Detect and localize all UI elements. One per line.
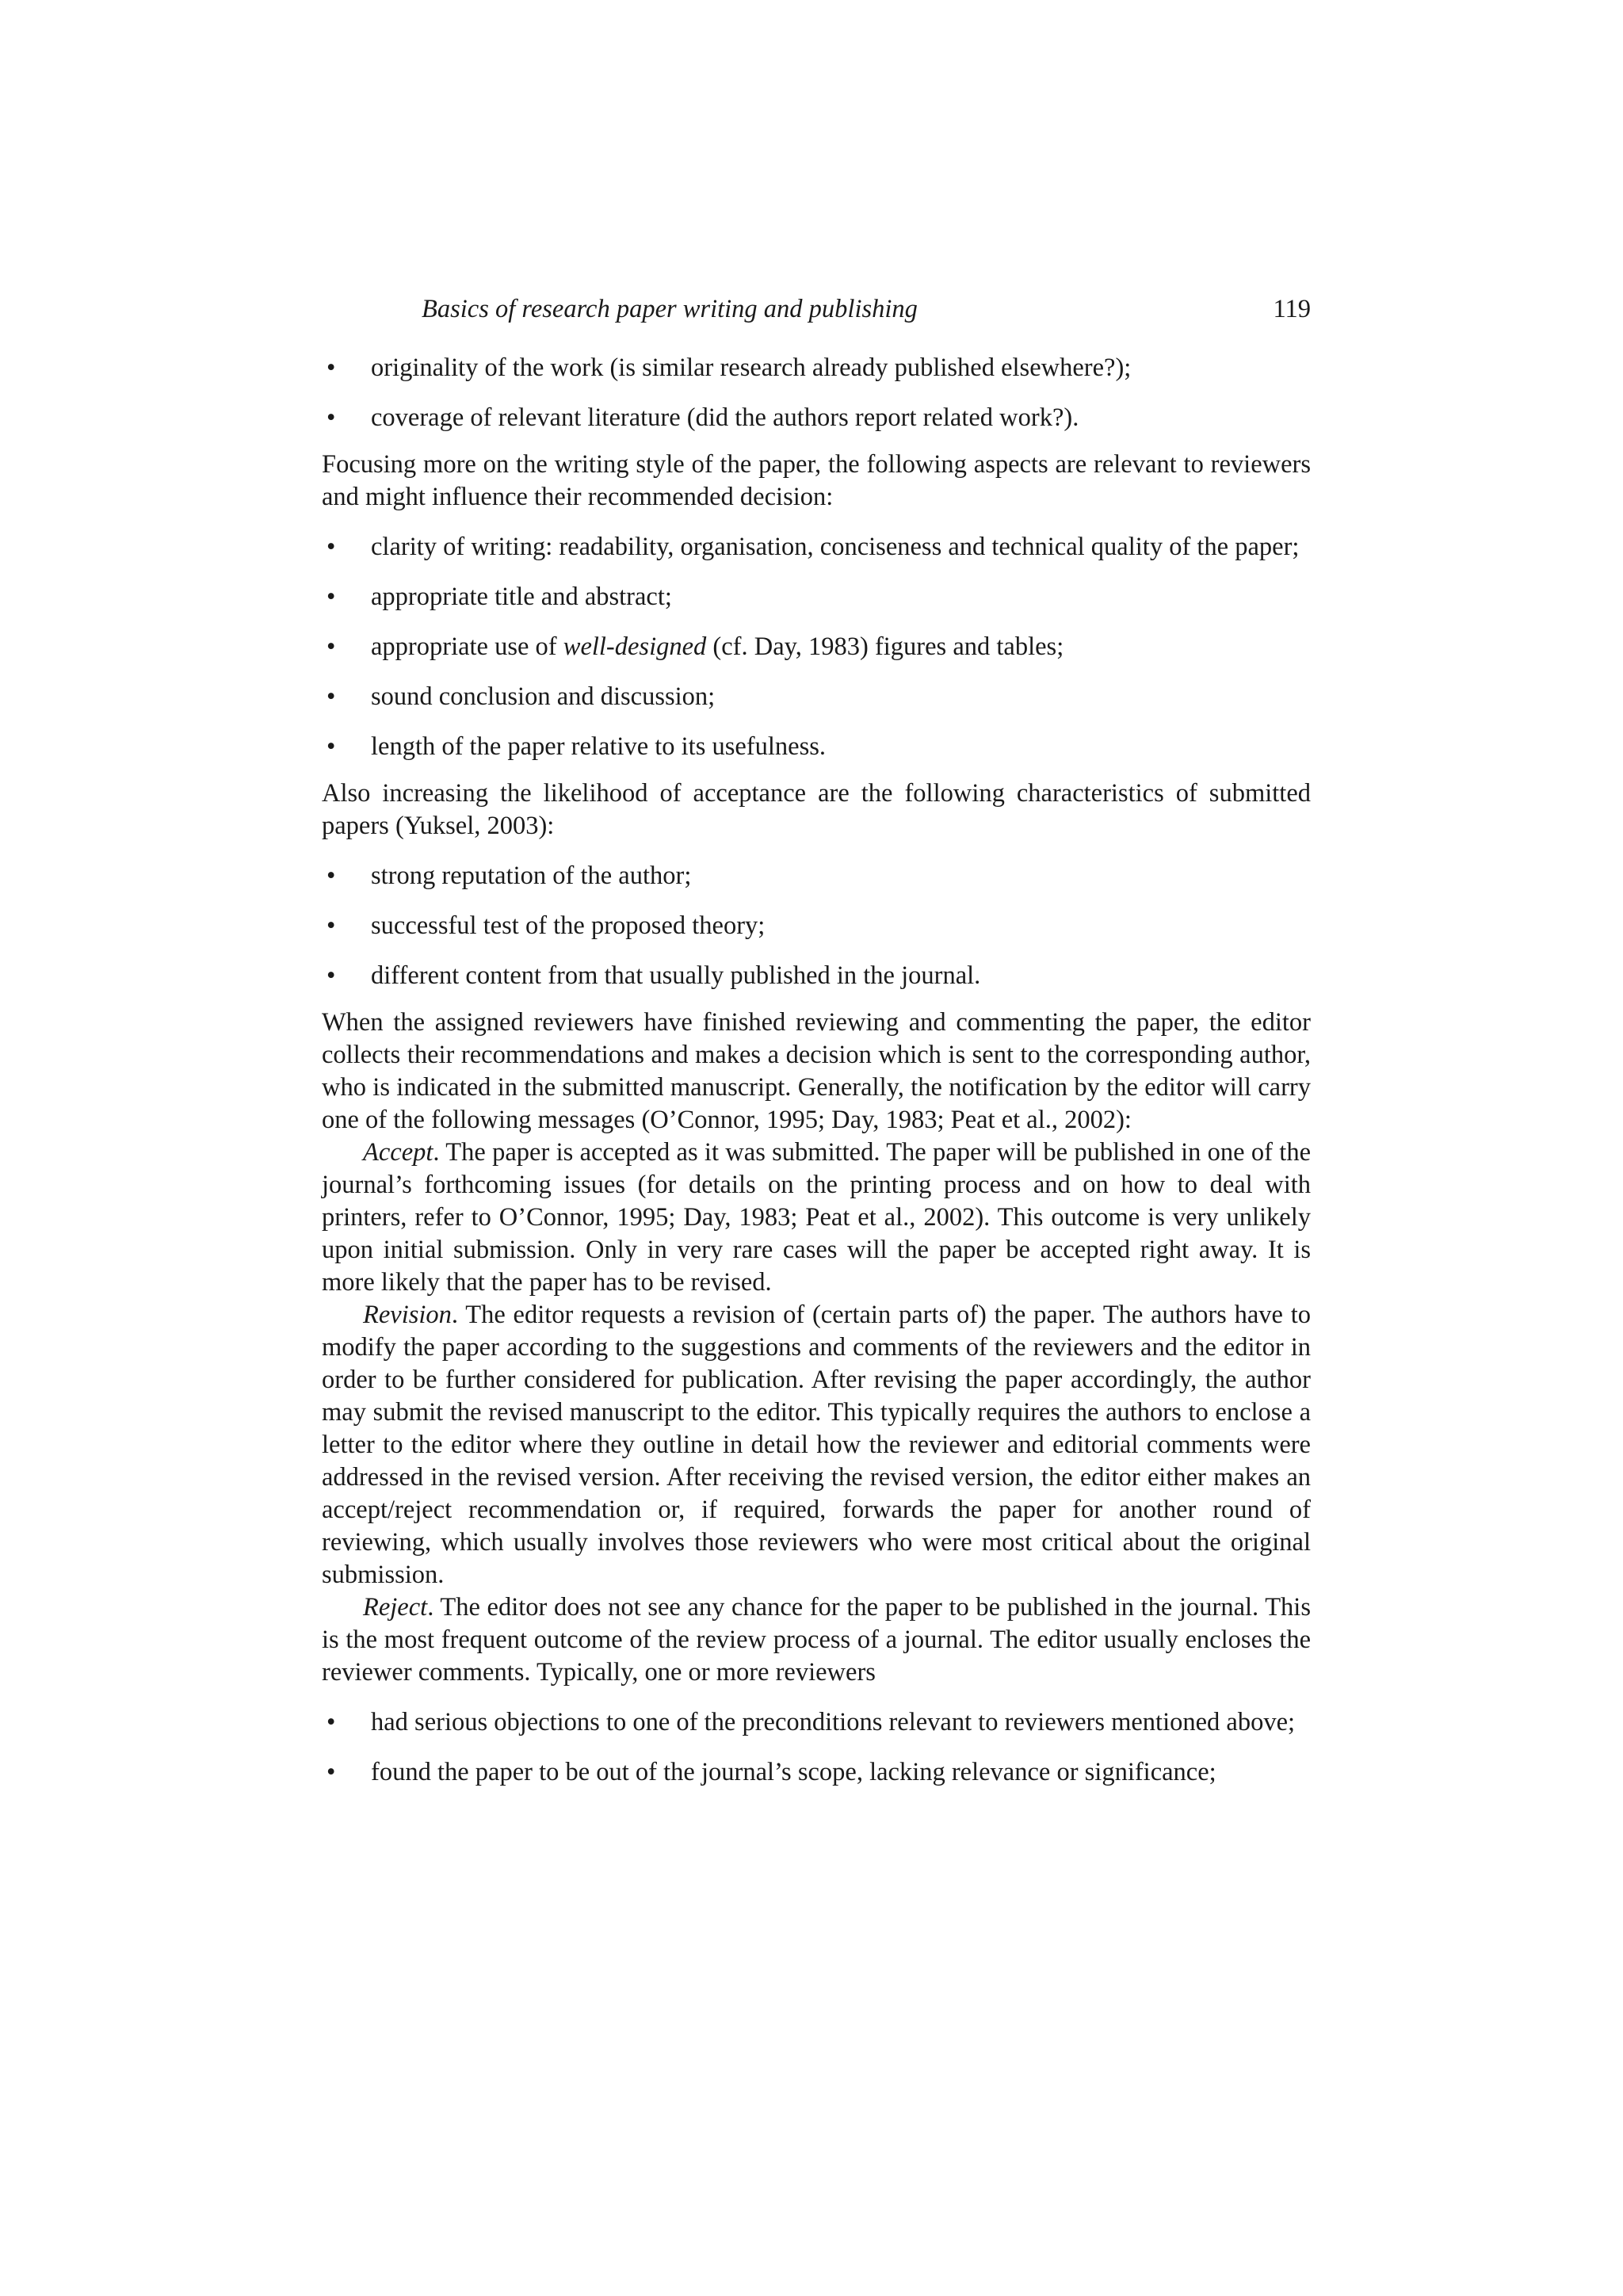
bullet-icon: • bbox=[327, 961, 336, 990]
list-item-text: found the paper to be out of the journal’s scope, lacking relevance or significance; bbox=[371, 1758, 1216, 1786]
list-item-text: appropriate title and abstract; bbox=[371, 583, 672, 611]
term-accept: Accept bbox=[363, 1138, 433, 1167]
bullet-icon: • bbox=[327, 911, 336, 940]
bullet-icon: • bbox=[327, 732, 336, 761]
list-item bbox=[322, 910, 1311, 942]
list-item-text-suffix: (cf. Day, 1983) figures and tables; bbox=[706, 632, 1064, 661]
page-number: 119 bbox=[1273, 295, 1311, 323]
bullet-list-reject-reasons bbox=[322, 1706, 1311, 1789]
bullet-icon: • bbox=[327, 1708, 336, 1736]
bullet-icon: • bbox=[327, 533, 336, 561]
list-item bbox=[322, 531, 1311, 563]
running-header bbox=[322, 293, 1311, 328]
list-item bbox=[322, 1756, 1311, 1789]
list-item-text: coverage of relevant literature (did the authors report related work?). bbox=[371, 403, 1079, 432]
list-item-text: length of the paper relative to its usefulness. bbox=[371, 732, 827, 761]
list-item-text: different content from that usually published in the journal. bbox=[371, 961, 981, 990]
paragraph-accept-text: . The paper is accepted as it was submitted. The paper will be published in one of the journal’s forthcoming issues (for details on the printing process and on how to deal with printers, refer to O’Connor, 1995; Day, 1983; Peat et al., 2002). This outcome is very unlikely upon initial submission. Only in very rare cases will the paper be accepted right away. It is more likely that the paper has to be revised. bbox=[322, 1138, 1311, 1297]
list-item bbox=[322, 352, 1311, 384]
paragraph-decision: When the assigned reviewers have finished reviewing and commenting the paper, the editor collects their recommendations and makes a decision which is sent to the corresponding author, who is indicated in the submitted manuscript. Generally, the notification by the editor will carry one of the following messages (O’Connor, 1995; Day, 1983; Peat et al., 2002): bbox=[322, 1008, 1311, 1134]
bullet-list-reviewer-criteria bbox=[322, 352, 1311, 434]
list-item-emphasis: well-designed bbox=[563, 632, 707, 661]
list-item-text: successful test of the proposed theory; bbox=[371, 911, 766, 940]
list-item bbox=[322, 631, 1311, 663]
bullet-icon: • bbox=[327, 403, 336, 432]
bullet-icon: • bbox=[327, 861, 336, 890]
list-item-text: originality of the work (is similar research already published elsewhere?); bbox=[371, 353, 1132, 382]
list-item-text: clarity of writing: readability, organisation, conciseness and technical quality of the paper; bbox=[371, 533, 1300, 561]
running-title: Basics of research paper writing and publishing bbox=[422, 295, 918, 323]
paragraph-revision bbox=[322, 1299, 1311, 1591]
list-item bbox=[322, 960, 1311, 992]
paragraph-accept bbox=[322, 1137, 1311, 1299]
bullet-icon: • bbox=[327, 1758, 336, 1786]
paragraph-reject bbox=[322, 1591, 1311, 1689]
paragraph-acceptance: Also increasing the likelihood of acceptance are the following characteristics of submitted papers (Yuksel, 2003): bbox=[322, 779, 1311, 840]
list-item-text: strong reputation of the author; bbox=[371, 861, 692, 890]
bullet-icon: • bbox=[327, 353, 336, 382]
bullet-list-paper-characteristics bbox=[322, 860, 1311, 992]
list-item-text-prefix: appropriate use of bbox=[371, 632, 563, 661]
list-item bbox=[322, 581, 1311, 613]
list-item bbox=[322, 1706, 1311, 1739]
paragraph-reject-text: . The editor does not see any chance for the paper to be published in the journal. This is the most frequent outcome of the review process of a journal. The editor usually encloses the reviewer comments. Typically, one or more reviewers bbox=[322, 1593, 1311, 1687]
page-content bbox=[322, 293, 1311, 1803]
term-reject: Reject bbox=[363, 1593, 428, 1622]
bullet-list-writing-aspects bbox=[322, 531, 1311, 763]
list-item-text: had serious objections to one of the preconditions relevant to reviewers mentioned above; bbox=[371, 1708, 1296, 1736]
list-item bbox=[322, 681, 1311, 713]
list-item bbox=[322, 402, 1311, 434]
list-item-text: sound conclusion and discussion; bbox=[371, 682, 716, 711]
paragraph-writing-style: Focusing more on the writing style of the paper, the following aspects are relevant to reviewers and might influence their recommended decision: bbox=[322, 450, 1311, 511]
list-item bbox=[322, 731, 1311, 763]
bullet-icon: • bbox=[327, 632, 336, 661]
paragraph-revision-text: . The editor requests a revision of (certain parts of) the paper. The authors have to modify the paper according to the suggestions and comments of the reviewers and the editor in order to be further considered for publication. After revising the paper accordingly, the author may submit the revised manuscript to the editor. This typically requires the authors to enclose a letter to the editor where they outline in detail how the reviewer and editorial comments were addressed in the revised version. After receiving the revised version, the editor either makes an accept/reject recommendation or, if required, forwards the paper for another round of reviewing, which usually involves those reviewers who were most critical about the original submission. bbox=[322, 1301, 1311, 1589]
list-item bbox=[322, 860, 1311, 892]
term-revision: Revision bbox=[363, 1301, 452, 1329]
bullet-icon: • bbox=[327, 682, 336, 711]
bullet-icon: • bbox=[327, 583, 336, 611]
